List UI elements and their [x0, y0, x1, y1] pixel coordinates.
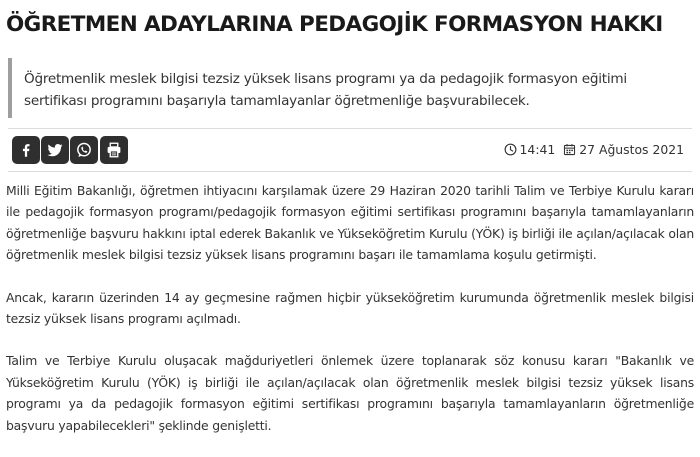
whatsapp-icon — [75, 141, 93, 159]
facebook-icon — [17, 141, 35, 159]
publish-time: 14:41 — [519, 142, 556, 157]
article-meta — [504, 142, 684, 157]
clock-icon — [504, 143, 517, 156]
publish-date: 27 Ağustos 2021 — [579, 142, 684, 157]
article-paragraph: Ancak, kararın üzerinden 14 ay geçmesine rağmen hiçbir yükseköğretim kurumunda öğretmenlik meslek bilgisi tezsiz yüksek lisans programı açılmadı. — [6, 289, 694, 327]
twitter-share-button[interactable] — [41, 136, 69, 164]
article-summary: Öğretmenlik meslek bilgisi tezsiz yüksek lisans programı ya da pedagojik formasyon eğitimi sertifikası programını başarıyla tamamlayanlar öğretmenliğe başvurabilecek. — [8, 58, 692, 118]
print-button[interactable] — [100, 136, 128, 164]
calendar-icon — [563, 143, 576, 156]
facebook-share-button[interactable] — [12, 136, 40, 164]
printer-icon — [105, 141, 123, 159]
twitter-icon — [46, 141, 64, 159]
article-paragraph: Milli Eğitim Bakanlığı, öğretmen ihtiyacını karşılamak üzere 29 Haziran 2020 tarihli Talim ve Terbiye Kurulu kararı ile pedagojik formasyon programı/pedagojik formasyon eğitimi sertifikası programını başarıyla tamamlayanların öğretmenliğe başvuru hakkını iptal ederek Bakanlık ve Yükseköğretim Kurulu (YÖK) iş birliği ile açılan/açılacak olan öğretmenlik meslek bilgisi tezsiz yüksek lisans programını başarı ile tamamlama koşulu getirmişti. — [6, 183, 694, 263]
whatsapp-share-button[interactable] — [70, 136, 98, 164]
share-toolbar — [8, 128, 692, 172]
article-title: ÖĞRETMEN ADAYLARINA PEDAGOJİK FORMASYON HAKKI — [6, 12, 663, 37]
article-body — [6, 180, 694, 457]
article-paragraph: Talim ve Terbiye Kurulu oluşacak mağduriyetleri önlemek üzere toplanarak söz konusu kararı "Bakanlık ve Yükseköğretim Kurulu (YÖK) iş birliği ile açılan/açılacak olan öğretmenlik meslek bilgisi tezsiz yüksek lisans programı ya da pedagojik formasyon eğitimi sertifikası programını başarıyla tamamlayanların öğretmenliğe başvuru yapabilecekleri" şeklinde genişletti. — [6, 353, 694, 433]
